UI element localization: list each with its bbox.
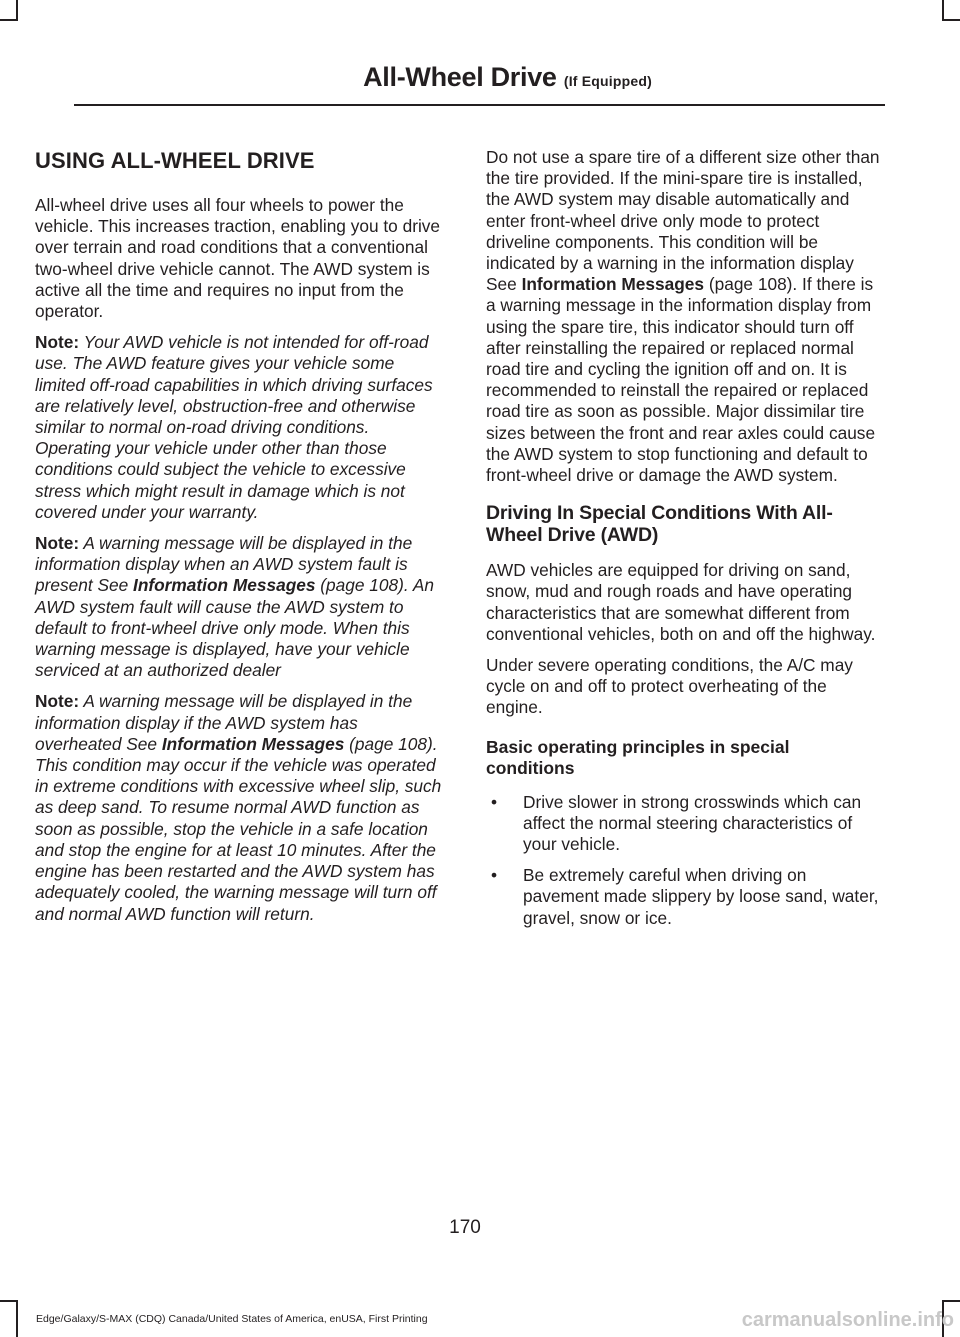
crop-mark	[942, 1300, 960, 1302]
bullet-icon: •	[491, 865, 498, 886]
crop-mark	[942, 0, 944, 19]
note-label: Note:	[35, 533, 80, 554]
paragraph-text: Do not use a spare tire of a different size other than the tire provided. If the mini-spare tire is installed, the AWD system may disable automatically and enter front-wheel drive only mode to protect driveline components. This condition will be indicated by a warning in the information display See	[486, 147, 880, 295]
ac-paragraph: Under severe operating conditions, the A/C may cycle on and off to protect overheating of the engine.	[486, 655, 853, 718]
footer-text: Edge/Galaxy/S-MAX (CDQ) Canada/United States of America, enUSA, First Printing	[36, 1313, 428, 1325]
page-header-title	[363, 62, 652, 93]
left-column	[35, 146, 448, 935]
note-label: Note:	[35, 332, 80, 353]
list-item-text: Drive slower in strong crosswinds which can affect the normal steering characteristics of your vehicle.	[523, 791, 862, 855]
section-heading: USING ALL-WHEEL DRIVE	[35, 148, 315, 173]
crop-mark	[16, 0, 18, 19]
note-text: (page 108). This condition may occur if the vehicle was operated in extreme conditions with excessive wheel slip, such as deep sand. To resume normal AWD function as soon as possible, stop the vehicle in a safe location and stop the engine for at least 10 minutes. After the engine has been restarted and the AWD system has adequately cooled, the warning message will turn off and normal AWD function will return.	[35, 733, 442, 924]
subsubsection-heading: Basic operating principles in special conditions	[486, 736, 790, 778]
note-text: Your AWD vehicle is not intended for off-road use. The AWD feature gives your vehicle some limited off-road capabilities in which driving surfaces are relatively level, obstruction-free and otherwise similar to normal on-road driving conditions. Operating your vehicle under other than those conditions could subject the vehicle to excessive stress which might result in damage which is not covered under your warranty.	[35, 332, 433, 522]
cross-reference-link[interactable]: Information Messages	[521, 274, 705, 295]
header-subtitle: (If Equipped)	[563, 73, 652, 89]
header-rule	[74, 104, 885, 106]
paragraph-text: (page 108). If there is a warning message in the information display from using the spare tire, this indicator should turn off after reinstalling the repaired or replaced normal road tire and cycling the ignition off and on. It is recommended to reinstall the repaired or replaced road tire as soon as possible. Major dissimilar tire sizes between the front and rear axles could cause the AWD system to stop functioning and default to front-wheel drive or damage the AWD system.	[486, 274, 876, 486]
principles-list	[486, 792, 882, 929]
note-text: A warning message will be displayed in the information display when an AWD system fault is present See	[35, 533, 413, 596]
subsection-heading: Driving In Special Conditions With All-Wheel Drive (AWD)	[486, 502, 833, 547]
note-paragraph	[35, 332, 448, 523]
list-item-text: Be extremely careful when driving on pavement made slippery by loose sand, water, gravel, snow or ice.	[523, 865, 879, 928]
crop-mark	[0, 19, 18, 21]
note-label: Note:	[35, 691, 80, 712]
special-conditions-paragraph: AWD vehicles are equipped for driving on sand, snow, mud and rough roads and have operating characteristics that are somewhat different from conventional vehicles, both on and off the highway.	[486, 560, 876, 644]
header-title-text: All-Wheel Drive	[363, 62, 557, 92]
list-item	[486, 792, 882, 856]
watermark: carmanualsonline.info	[741, 1309, 954, 1331]
intro-paragraph: All-wheel drive uses all four wheels to power the vehicle. This increases traction, enabling you to drive over terrain and road conditions that a conventional two-wheel drive vehicle cannot. The AWD system is active all the time and requires no input from the operator.	[35, 195, 441, 322]
note-text: A warning message will be displayed in the information display if the AWD system has overheated See	[35, 691, 413, 754]
list-item	[486, 865, 882, 929]
crop-mark	[942, 19, 960, 21]
note-paragraph	[35, 691, 448, 924]
bullet-icon: •	[491, 791, 498, 812]
crop-mark	[16, 1300, 18, 1337]
note-text: (page 108). An AWD system fault will cause the AWD system to default to front-wheel drive only mode. When this warning message is displayed, have your vehicle serviced at an authorized dealer	[35, 575, 434, 681]
cross-reference-link[interactable]: Information Messages	[133, 575, 316, 596]
note-paragraph	[35, 533, 448, 681]
cross-reference-link[interactable]: Information Messages	[161, 733, 345, 754]
right-column	[486, 147, 882, 939]
spare-tire-paragraph	[486, 147, 882, 486]
page-number: 170	[449, 1217, 481, 1238]
